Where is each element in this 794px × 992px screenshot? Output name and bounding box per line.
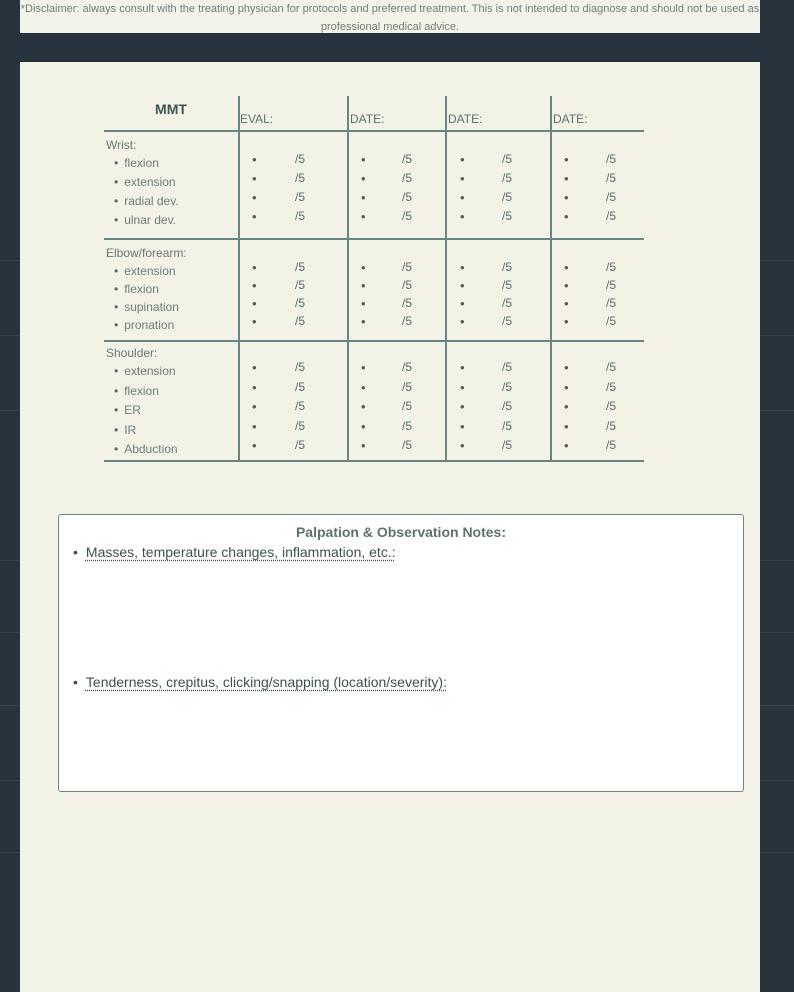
score-field[interactable]: /5 [606, 438, 617, 452]
score-bullet: • [361, 360, 366, 375]
score-bullet: • [564, 360, 569, 375]
score-bullet: • [564, 152, 569, 167]
score-field[interactable]: /5 [502, 379, 513, 394]
score-field[interactable]: /5 [502, 296, 513, 310]
score-field[interactable]: /5 [295, 314, 306, 328]
score-bullet: • [252, 360, 257, 375]
score-bullet: • [252, 152, 257, 167]
score-bullet: • [252, 379, 257, 395]
score-field[interactable]: /5 [295, 190, 306, 204]
score-field[interactable]: /5 [402, 260, 413, 274]
score-bullet: • [361, 260, 366, 275]
mmt-title: MMT [155, 101, 187, 117]
score-field[interactable]: /5 [502, 278, 513, 292]
score-bullet: • [564, 438, 569, 453]
score-bullet: • [564, 418, 569, 434]
score-bullet: • [460, 399, 465, 414]
score-field[interactable]: /5 [402, 314, 413, 328]
score-field[interactable]: /5 [402, 152, 413, 166]
score-bullet: • [252, 209, 257, 224]
score-field[interactable]: /5 [606, 190, 617, 204]
column-eval: EVAL: [240, 112, 274, 126]
score-bullet: • [564, 260, 569, 275]
score-field[interactable]: /5 [606, 278, 617, 292]
column-date-3: DATE: [553, 112, 588, 126]
movement-label: • extension [114, 364, 176, 378]
score-bullet: • [361, 399, 366, 414]
mmt-header-row [104, 94, 644, 132]
score-bullet: • [460, 418, 465, 434]
mmt-table [104, 94, 644, 462]
score-field[interactable]: /5 [402, 399, 413, 413]
score-bullet: • [252, 190, 257, 205]
score-bullet: • [361, 438, 366, 453]
score-bullet: • [252, 314, 257, 329]
score-field[interactable]: /5 [606, 418, 617, 433]
score-bullet: • [460, 296, 465, 311]
score-bullet: • [252, 418, 257, 434]
score-field[interactable]: /5 [295, 278, 306, 292]
score-bullet: • [564, 190, 569, 205]
score-bullet: • [460, 190, 465, 205]
score-bullet: • [460, 278, 465, 293]
column-date-1: DATE: [350, 112, 385, 126]
score-bullet: • [252, 438, 257, 453]
section-label: Shoulder: [106, 346, 158, 360]
document-page [20, 62, 760, 992]
score-bullet: • [564, 314, 569, 329]
movement-label: • ER [114, 403, 141, 417]
score-bullet: • [252, 296, 257, 311]
movement-label: • radial dev. [114, 194, 179, 208]
score-field[interactable]: /5 [402, 360, 413, 374]
score-bullet: • [564, 296, 569, 311]
section-elbow [104, 240, 644, 342]
column-date-2: DATE: [448, 112, 483, 126]
score-field[interactable]: /5 [402, 418, 413, 433]
palpation-notes-box [58, 514, 744, 792]
score-field[interactable]: /5 [402, 296, 413, 310]
score-bullet: • [460, 438, 465, 453]
score-field[interactable]: /5 [502, 190, 513, 204]
score-bullet: • [460, 171, 465, 186]
score-bullet: • [361, 190, 366, 205]
score-field[interactable]: /5 [502, 418, 513, 433]
score-field[interactable]: /5 [295, 209, 306, 223]
score-field[interactable]: /5 [295, 379, 306, 394]
score-field[interactable]: /5 [295, 418, 306, 433]
disclaimer-text: *Disclaimer: always consult with the treating physician for protocols and preferred treatment. This is not intended to diagnose and should not be used as professional medical advice. [20, 0, 760, 33]
score-bullet: • [252, 260, 257, 275]
score-field[interactable]: /5 [502, 314, 513, 328]
score-field[interactable]: /5 [606, 314, 617, 328]
score-field[interactable]: /5 [295, 296, 306, 310]
score-field[interactable]: /5 [295, 171, 306, 185]
score-bullet: • [564, 171, 569, 186]
movement-label: • flexion [114, 282, 159, 296]
score-bullet: • [460, 314, 465, 329]
score-field[interactable]: /5 [606, 360, 617, 374]
score-field[interactable]: /5 [295, 360, 306, 374]
score-field[interactable]: /5 [402, 438, 413, 452]
score-field[interactable]: /5 [402, 278, 413, 292]
score-bullet: • [361, 278, 366, 293]
score-field[interactable]: /5 [502, 399, 513, 413]
score-bullet: • [361, 418, 366, 434]
movement-label: • extension [114, 264, 176, 278]
score-field[interactable]: /5 [502, 360, 513, 374]
score-bullet: • [361, 379, 366, 395]
section-shoulder [104, 342, 644, 462]
score-field[interactable]: /5 [295, 152, 306, 166]
score-bullet: • [460, 379, 465, 395]
movement-label: • flexion [114, 156, 159, 170]
notes-title: Palpation & Observation Notes: [295, 524, 507, 540]
score-bullet: • [564, 379, 569, 395]
score-bullet: • [361, 314, 366, 329]
section-label: Wrist: [106, 138, 137, 152]
score-bullet: • [460, 209, 465, 224]
score-field[interactable]: /5 [606, 379, 617, 394]
score-field[interactable]: /5 [606, 171, 617, 185]
movement-label: • extension [114, 175, 176, 189]
score-field[interactable]: /5 [295, 438, 306, 452]
score-field[interactable]: /5 [402, 209, 413, 223]
section-wrist [104, 132, 644, 240]
notes-masses-prompt: • Masses, temperature changes, inflammation, etc.: [73, 544, 396, 560]
score-field[interactable]: /5 [502, 260, 513, 274]
score-field[interactable]: /5 [606, 152, 617, 166]
score-bullet: • [564, 278, 569, 293]
score-bullet: • [252, 278, 257, 293]
score-bullet: • [564, 399, 569, 414]
score-bullet: • [460, 152, 465, 167]
score-bullet: • [252, 171, 257, 186]
score-bullet: • [361, 296, 366, 311]
score-bullet: • [460, 260, 465, 275]
score-field[interactable]: /5 [606, 260, 617, 274]
movement-label: • supination [114, 300, 179, 314]
score-field[interactable]: /5 [402, 171, 413, 185]
score-field[interactable]: /5 [502, 152, 513, 166]
movement-label: • IR [114, 423, 136, 437]
movement-label: • flexion [114, 384, 159, 398]
score-field[interactable]: /5 [295, 260, 306, 274]
score-bullet: • [361, 171, 366, 186]
score-bullet: • [564, 209, 569, 224]
score-field[interactable]: /5 [606, 399, 617, 413]
movement-label: • Abduction [114, 442, 178, 456]
movement-label: • pronation [114, 318, 174, 332]
score-field[interactable]: /5 [295, 399, 306, 413]
score-bullet: • [361, 209, 366, 224]
score-bullet: • [361, 152, 366, 167]
score-field[interactable]: /5 [502, 171, 513, 185]
score-field[interactable]: /5 [402, 190, 413, 204]
score-field[interactable]: /5 [502, 438, 513, 452]
score-field[interactable]: /5 [606, 296, 617, 310]
score-field[interactable]: /5 [402, 379, 413, 394]
score-bullet: • [460, 360, 465, 375]
section-label: Elbow/forearm: [106, 246, 187, 260]
score-field[interactable]: /5 [606, 209, 617, 223]
score-bullet: • [252, 399, 257, 414]
notes-tenderness-prompt: • Tenderness, crepitus, clicking/snapping (location/severity): [73, 674, 447, 690]
score-field[interactable]: /5 [502, 209, 513, 223]
movement-label: • ulnar dev. [114, 213, 176, 227]
